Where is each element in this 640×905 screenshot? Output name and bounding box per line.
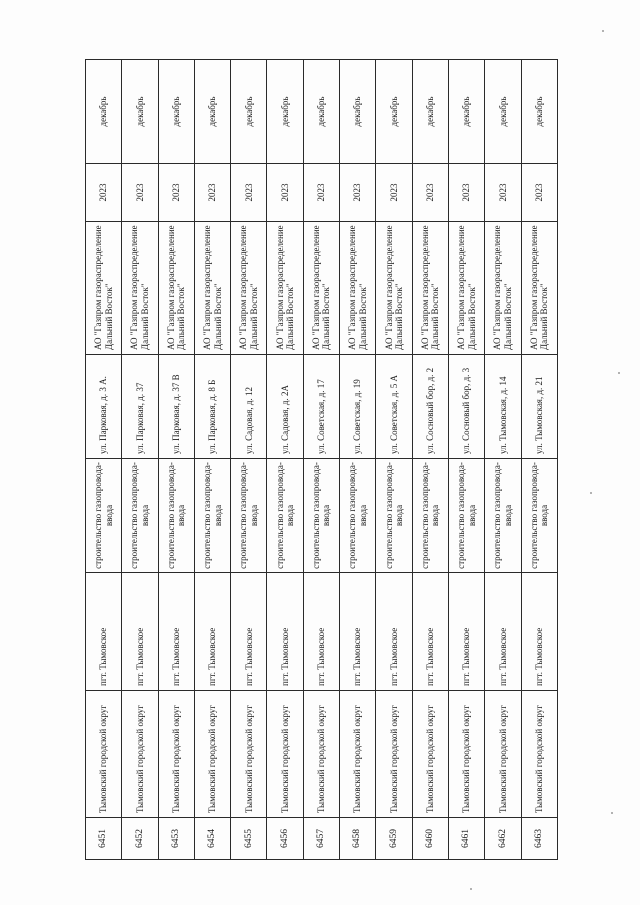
district-cell: Тымовский городской округ (194, 691, 230, 818)
district-cell: Тымовский городской округ (521, 691, 557, 818)
year-cell: 2023 (267, 164, 303, 222)
organization-cell: АО "Газпром газораспределение Дальний Восток" (448, 222, 484, 355)
district-cell: Тымовский городской округ (303, 691, 339, 818)
organization-cell: АО "Газпром газораспределение Дальний Восток" (267, 222, 303, 355)
settlement-cell: пгт. Тымовское (303, 573, 339, 691)
year-cell: 2023 (303, 164, 339, 222)
address-cell: ул. Советская, д. 19 (340, 355, 376, 459)
organization-cell: АО "Газпром газораспределение Дальний Восток" (303, 222, 339, 355)
address-cell: ул. Парковая, д. 37 В (158, 355, 194, 459)
rotated-table-container (85, 60, 558, 860)
row-number: 6457 (303, 818, 339, 860)
organization-cell: АО "Газпром газораспределение Дальний Восток" (231, 222, 267, 355)
settlement-cell: пгт. Тымовское (194, 573, 230, 691)
row-number: 6456 (267, 818, 303, 860)
year-cell: 2023 (122, 164, 158, 222)
row-number: 6463 (521, 818, 557, 860)
district-cell: Тымовский городской округ (485, 691, 521, 818)
row-number: 6458 (340, 818, 376, 860)
year-cell: 2023 (340, 164, 376, 222)
settlement-cell: пгт. Тымовское (86, 573, 122, 691)
row-number: 6452 (122, 818, 158, 860)
organization-cell: АО "Газпром газораспределение Дальний Восток" (412, 222, 448, 355)
organization-cell: АО "Газпром газораспределение Дальний Восток" (340, 222, 376, 355)
gas-connection-table (85, 59, 558, 860)
settlement-cell: пгт. Тымовское (485, 573, 521, 691)
month-cell: декабрь (485, 60, 521, 164)
month-cell: декабрь (448, 60, 484, 164)
month-cell: декабрь (231, 60, 267, 164)
work-type-cell: строительство газопровода-ввода (231, 459, 267, 573)
address-cell: ул. Парковая, д. 37 (122, 355, 158, 459)
address-cell: ул. Парковая, д. 3 А. (86, 355, 122, 459)
table-row (376, 60, 412, 860)
address-cell: ул. Советская, д. 17 (303, 355, 339, 459)
district-cell: Тымовский городской округ (412, 691, 448, 818)
work-type-cell: строительство газопровода-ввода (521, 459, 557, 573)
table-body (86, 60, 558, 860)
year-cell: 2023 (485, 164, 521, 222)
settlement-cell: пгт. Тымовское (122, 573, 158, 691)
table-row (122, 60, 158, 860)
settlement-cell: пгт. Тымовское (231, 573, 267, 691)
district-cell: Тымовский городской округ (448, 691, 484, 818)
row-number: 6451 (86, 818, 122, 860)
row-number: 6461 (448, 818, 484, 860)
row-number: 6454 (194, 818, 230, 860)
district-cell: Тымовский городской округ (340, 691, 376, 818)
settlement-cell: пгт. Тымовское (412, 573, 448, 691)
year-cell: 2023 (194, 164, 230, 222)
table-row (412, 60, 448, 860)
table-row (340, 60, 376, 860)
settlement-cell: пгт. Тымовское (340, 573, 376, 691)
address-cell: ул. Садовая, д. 2А (267, 355, 303, 459)
address-cell: ул. Тымовская, д. 14 (485, 355, 521, 459)
work-type-cell: строительство газопровода-ввода (412, 459, 448, 573)
year-cell: 2023 (448, 164, 484, 222)
organization-cell: АО "Газпром газораспределение Дальний Восток" (86, 222, 122, 355)
work-type-cell: строительство газопровода-ввода (376, 459, 412, 573)
month-cell: декабрь (340, 60, 376, 164)
table-row (303, 60, 339, 860)
settlement-cell: пгт. Тымовское (448, 573, 484, 691)
month-cell: декабрь (158, 60, 194, 164)
settlement-cell: пгт. Тымовское (521, 573, 557, 691)
organization-cell: АО "Газпром газораспределение Дальний Восток" (485, 222, 521, 355)
month-cell: декабрь (303, 60, 339, 164)
month-cell: декабрь (194, 60, 230, 164)
address-cell: ул. Парковая, д. 8 Б (194, 355, 230, 459)
scan-speck (590, 492, 592, 494)
district-cell: Тымовский городской округ (231, 691, 267, 818)
district-cell: Тымовский городской округ (122, 691, 158, 818)
address-cell: ул. Сосновый бор, д. 3 (448, 355, 484, 459)
table-row (521, 60, 557, 860)
scan-speck (611, 812, 613, 814)
table-row (231, 60, 267, 860)
year-cell: 2023 (521, 164, 557, 222)
district-cell: Тымовский городской округ (376, 691, 412, 818)
year-cell: 2023 (86, 164, 122, 222)
work-type-cell: строительство газопровода-ввода (267, 459, 303, 573)
month-cell: декабрь (86, 60, 122, 164)
year-cell: 2023 (376, 164, 412, 222)
organization-cell: АО "Газпром газораспределение Дальний Восток" (521, 222, 557, 355)
scan-speck (618, 372, 620, 374)
scan-speck (602, 30, 604, 32)
address-cell: ул. Сосновый бор, д. 2 (412, 355, 448, 459)
year-cell: 2023 (412, 164, 448, 222)
work-type-cell: строительство газопровода-ввода (340, 459, 376, 573)
year-cell: 2023 (158, 164, 194, 222)
work-type-cell: строительство газопровода-ввода (158, 459, 194, 573)
address-cell: ул. Советская, д. 5 А (376, 355, 412, 459)
month-cell: декабрь (412, 60, 448, 164)
organization-cell: АО "Газпром газораспределение Дальний Восток" (376, 222, 412, 355)
organization-cell: АО "Газпром газораспределение Дальний Восток" (122, 222, 158, 355)
month-cell: декабрь (521, 60, 557, 164)
table-row (194, 60, 230, 860)
settlement-cell: пгт. Тымовское (158, 573, 194, 691)
scan-speck (470, 888, 472, 890)
district-cell: Тымовский городской округ (267, 691, 303, 818)
row-number: 6460 (412, 818, 448, 860)
row-number: 6455 (231, 818, 267, 860)
table-row (448, 60, 484, 860)
district-cell: Тымовский городской округ (86, 691, 122, 818)
row-number: 6462 (485, 818, 521, 860)
district-cell: Тымовский городской округ (158, 691, 194, 818)
table-row (158, 60, 194, 860)
month-cell: декабрь (376, 60, 412, 164)
year-cell: 2023 (231, 164, 267, 222)
table-row (267, 60, 303, 860)
settlement-cell: пгт. Тымовское (376, 573, 412, 691)
work-type-cell: строительство газопровода-ввода (448, 459, 484, 573)
organization-cell: АО "Газпром газораспределение Дальний Восток" (194, 222, 230, 355)
table-row (86, 60, 122, 860)
settlement-cell: пгт. Тымовское (267, 573, 303, 691)
work-type-cell: строительство газопровода-ввода (303, 459, 339, 573)
work-type-cell: строительство газопровода-ввода (194, 459, 230, 573)
month-cell: декабрь (122, 60, 158, 164)
table-row (485, 60, 521, 860)
row-number: 6453 (158, 818, 194, 860)
organization-cell: АО "Газпром газораспределение Дальний Восток" (158, 222, 194, 355)
work-type-cell: строительство газопровода-ввода (86, 459, 122, 573)
work-type-cell: строительство газопровода-ввода (485, 459, 521, 573)
row-number: 6459 (376, 818, 412, 860)
month-cell: декабрь (267, 60, 303, 164)
address-cell: ул. Тымовская, д. 21 (521, 355, 557, 459)
address-cell: ул. Садовая, д. 12 (231, 355, 267, 459)
work-type-cell: строительство газопровода-ввода (122, 459, 158, 573)
